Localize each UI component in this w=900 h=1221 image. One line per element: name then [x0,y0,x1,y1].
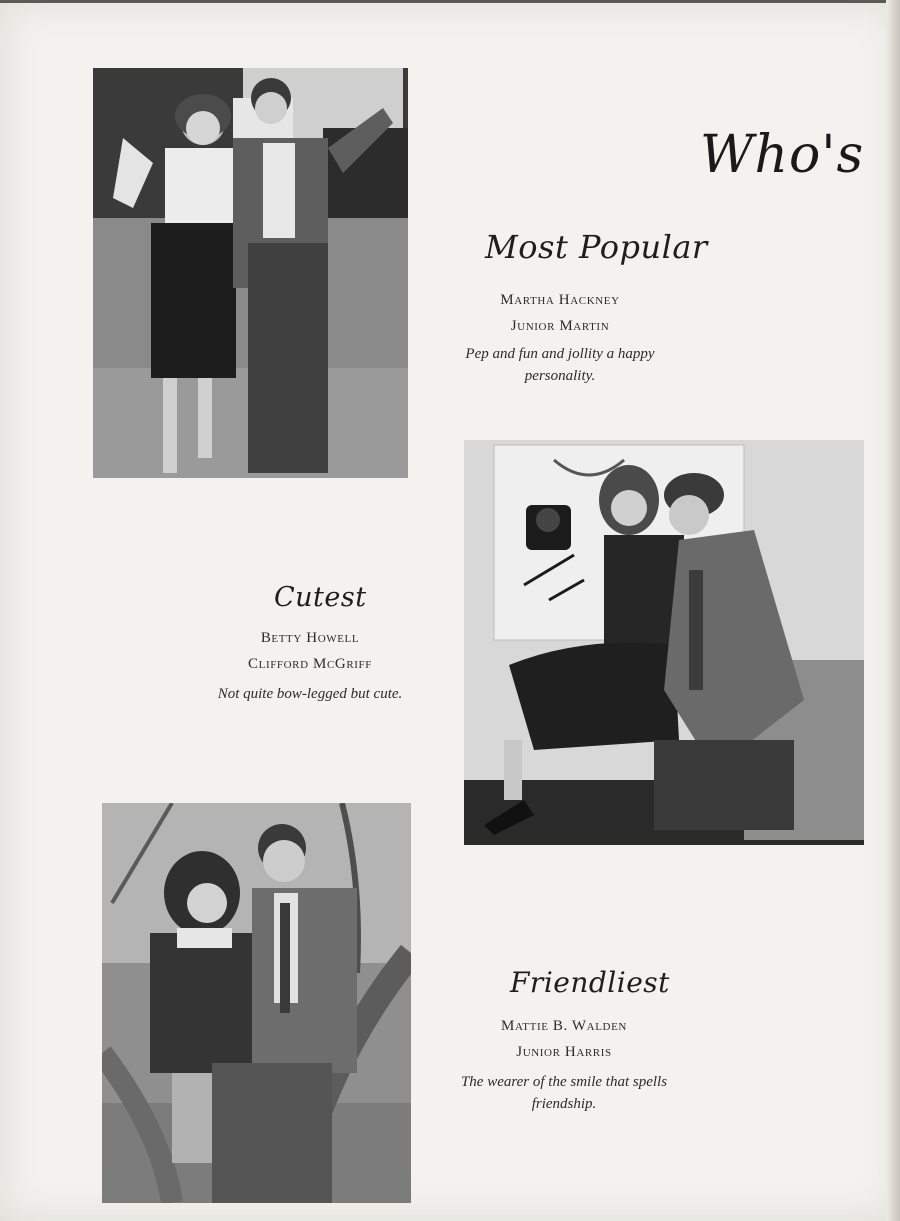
page-binding-edge [886,0,900,1221]
heading-friendliest: Friendliest [510,966,670,999]
description-most-popular: Pep and fun and jollity a happy personality. [465,346,655,384]
name-betty-howell: Betty Howell [260,630,360,646]
photo-friendliest [102,803,411,1203]
name-junior-martin: Junior Martin [510,318,610,334]
photo-cutest [464,440,864,845]
page-title: Who's [700,125,865,185]
description-friendliest: The wearer of the smile that spells friendship. [460,1074,668,1112]
name-clifford-mcgriff: Clifford McGriff [248,656,372,672]
page-top-edge [0,0,900,3]
heading-most-popular: Most Popular [485,228,708,266]
heading-cutest: Cutest [274,582,367,613]
description-cutest: Not quite bow-legged but cute. [217,686,403,702]
name-junior-harris: Junior Harris [516,1044,612,1060]
name-mattie-walden: Mattie B. Walden [501,1018,627,1034]
name-martha-hackney: Martha Hackney [500,292,620,308]
photo-most-popular [93,68,408,478]
